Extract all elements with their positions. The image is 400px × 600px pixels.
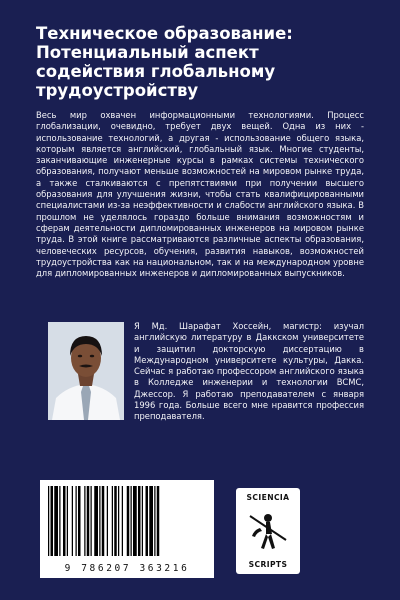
book-title (36, 24, 376, 100)
author-portrait-graphic (48, 322, 124, 420)
title-line: Техническое образование: (36, 24, 293, 43)
author-bio: Я Мд. Шарафат Хоссейн, магистр: изучал английскую литературу в Даккском университете и защитил докторскую диссертацию в Международном университете культуры, Дакка. Сейчас я работаю профессором английского языка в Колледже инженерии и технологии BCMC, Джессор. Я работаю преподавателем с января 1996 года. Больше всего мне нравится профессия преподавателя. (134, 321, 364, 422)
publisher-figure-icon (244, 506, 292, 554)
title-line: Потенциальный аспект (36, 43, 259, 62)
book-description: Весь мир охвачен информационными технологиями. Процесс глобализации, очевидно, требует двух вещей. Одна из них - использование технологий, а другая - использование общего языка, которым является английский, глобальный язык. Многие студенты, заканчивающие инженерные курсы в рамках системы технического образования, получают меньше возможностей на мировом рынке труда, а также сталкиваются с препятствиями при получении высшего образования для улучшения жизни, чтобы стать квалифицированными специалистами из-за неэффективности и слабости английского языка. В прошлом не уделялось гораздо больше внимания возможностям и сферам деятельности дипломированных инженеров на мировом рынке труда. В этой книге рассматриваются различные аспекты образования, человеческих ресурсов, обучения, развития навыков, возможностей трудоустройства как на национальном, так и на международном уровне для дипломированных инженеров и дипломированных выпускников. (36, 110, 364, 279)
isbn-barcode (40, 480, 214, 578)
publisher-logo (236, 488, 300, 574)
author-photo (48, 322, 124, 420)
barcode-bars (40, 480, 214, 562)
publisher-logo-bottom-text: SCRIPTS (248, 560, 288, 569)
title-line: трудоустройству (36, 81, 199, 100)
publisher-logo-top-text: SCIENCIA (246, 493, 290, 502)
barcode-digits: 9 786207 363216 (64, 563, 190, 574)
title-line: содействия глобальному (36, 62, 276, 81)
